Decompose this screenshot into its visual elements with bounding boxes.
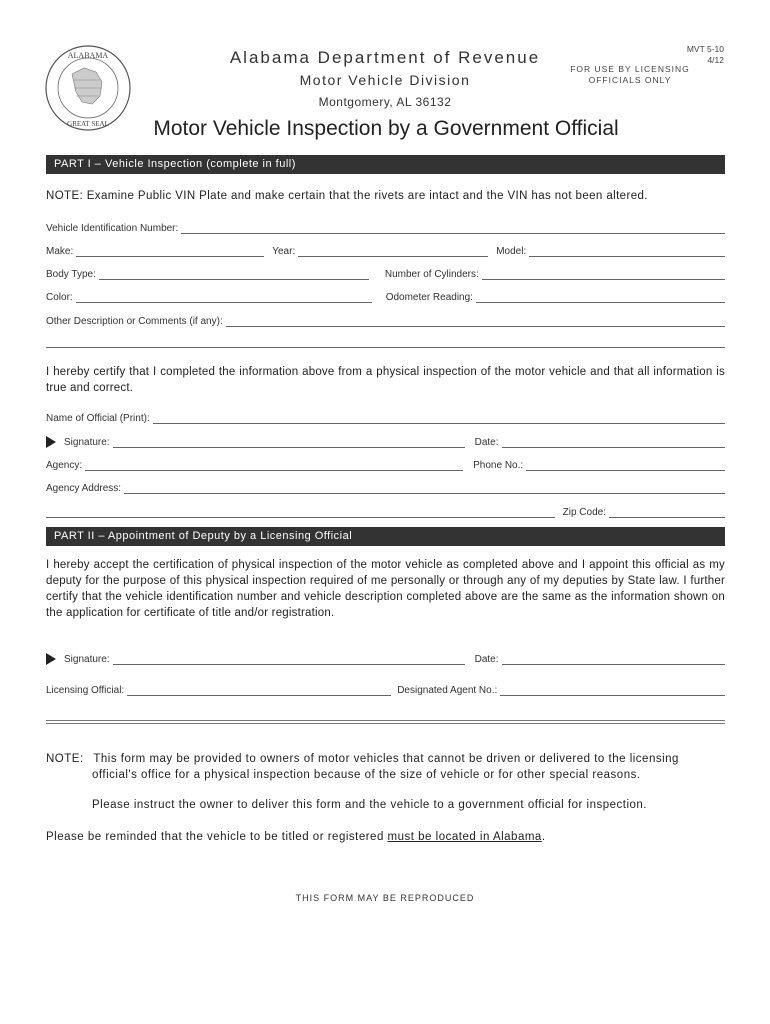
reminder-emphasis: must be located in Alabama bbox=[387, 831, 542, 843]
part1-note: NOTE: Examine Public VIN Plate and make certain that the rivets are intact and the VIN has not been altered. bbox=[46, 190, 648, 202]
color-odometer-row bbox=[46, 289, 725, 303]
form-revision-date: 4/12 bbox=[707, 55, 724, 65]
agency-address-row bbox=[46, 480, 725, 494]
color-label: Color: bbox=[46, 292, 73, 303]
make-label: Make: bbox=[46, 246, 74, 257]
zip-label: Zip Code: bbox=[562, 507, 606, 518]
other-description-field[interactable] bbox=[226, 316, 725, 327]
body-type-label: Body Type: bbox=[46, 269, 96, 280]
part2-date-field[interactable] bbox=[502, 654, 726, 665]
model-label: Model: bbox=[496, 246, 527, 257]
section-divider-2 bbox=[46, 723, 725, 724]
vin-row bbox=[46, 220, 725, 234]
body-type-field[interactable] bbox=[99, 269, 369, 280]
bottom-note-line1: This form may be provided to owners of motor vehicles that cannot be driven or delivered to the licensing bbox=[93, 753, 679, 765]
for-use-notice: FOR USE BY LICENSING OFFICIALS ONLY bbox=[570, 64, 690, 85]
reproduction-notice: THIS FORM MAY BE REPRODUCED bbox=[295, 893, 475, 903]
agency-address-label: Agency Address: bbox=[46, 483, 122, 494]
official-name-field[interactable] bbox=[153, 413, 725, 424]
form-number bbox=[640, 44, 724, 66]
svg-text:GREAT SEAL: GREAT SEAL bbox=[67, 120, 109, 128]
official-name-row bbox=[46, 410, 725, 424]
agency-label: Agency: bbox=[46, 460, 83, 471]
division-name: Motor Vehicle Division bbox=[299, 72, 471, 88]
bottom-note-line2: official's office for a physical inspection because of the size of vehicle or for other special reasons. bbox=[92, 769, 641, 781]
reminder-suffix: . bbox=[541, 831, 546, 843]
part2-signature-field[interactable] bbox=[113, 654, 465, 665]
official-name-label: Name of Official (Print): bbox=[46, 413, 150, 424]
designated-agent-field[interactable] bbox=[500, 685, 725, 696]
part2-signature-row bbox=[46, 651, 725, 665]
body-cylinders-row bbox=[46, 266, 725, 280]
other-description-row bbox=[46, 313, 725, 327]
signature-label: Signature: bbox=[64, 437, 110, 448]
part2-appointment-text: I hereby accept the certification of physical inspection of the motor vehicle as completed above and I appoint this official as my deputy for the purpose of this physical inspection required of me personally or through any of my deputies by State law. I further certify that the vehicle identification number and vehicle description completed above are the same as the information shown on the application for certificate of title and/or registration. bbox=[46, 559, 725, 619]
year-label: Year: bbox=[272, 246, 296, 257]
svg-text:ALABAMA: ALABAMA bbox=[67, 51, 109, 60]
part2-heading: PART II – Appointment of Deputy by a Licensing Official bbox=[46, 527, 725, 546]
make-field[interactable] bbox=[76, 246, 264, 257]
odometer-field[interactable] bbox=[476, 292, 725, 303]
agency-field[interactable] bbox=[85, 460, 463, 471]
zip-row bbox=[46, 504, 725, 518]
vin-field[interactable] bbox=[181, 223, 725, 234]
part1-heading: PART I – Vehicle Inspection (complete in full) bbox=[46, 155, 725, 174]
reminder-text: Please be reminded that the vehicle to be titled or registered bbox=[46, 831, 388, 843]
form-number-code: MVT 5-10 bbox=[686, 44, 724, 54]
designated-agent-label: Designated Agent No.: bbox=[397, 685, 498, 696]
page-title: Motor Vehicle Inspection by a Government Official bbox=[153, 117, 619, 140]
part1-signature-row bbox=[46, 434, 725, 448]
part2-date-label: Date: bbox=[474, 654, 499, 665]
other-description-label: Other Description or Comments (if any): bbox=[46, 316, 223, 327]
odometer-label: Odometer Reading: bbox=[385, 292, 473, 303]
sign-here-arrow-icon-2 bbox=[46, 653, 56, 665]
agency-address-field[interactable] bbox=[124, 483, 725, 494]
other-description-field-2[interactable] bbox=[46, 337, 725, 348]
color-field[interactable] bbox=[76, 292, 372, 303]
section-divider bbox=[46, 720, 725, 721]
location-reminder bbox=[46, 831, 546, 843]
part2-signature-label: Signature: bbox=[64, 654, 110, 665]
vin-label: Vehicle Identification Number: bbox=[46, 223, 179, 234]
bottom-note bbox=[46, 753, 679, 765]
year-field[interactable] bbox=[298, 246, 488, 257]
part1-date-field[interactable] bbox=[502, 437, 726, 448]
licensing-official-field[interactable] bbox=[127, 685, 391, 696]
licensing-official-row bbox=[46, 682, 725, 696]
part1-signature-field[interactable] bbox=[113, 437, 465, 448]
part1-certification: I hereby certify that I completed the information above from a physical inspection of the motor vehicle and that all information is true and correct. bbox=[46, 366, 725, 394]
make-year-model-row bbox=[46, 243, 725, 257]
zip-field[interactable] bbox=[609, 507, 725, 518]
date-label: Date: bbox=[474, 437, 499, 448]
cylinders-label: Number of Cylinders: bbox=[384, 269, 479, 280]
agency-address-field-2[interactable] bbox=[46, 507, 555, 518]
model-field[interactable] bbox=[529, 246, 725, 257]
department-address: Montgomery, AL 36132 bbox=[318, 95, 452, 109]
phone-label: Phone No.: bbox=[473, 460, 524, 471]
department-name: Alabama Department of Revenue bbox=[229, 48, 541, 67]
phone-field[interactable] bbox=[526, 460, 725, 471]
licensing-official-label: Licensing Official: bbox=[46, 685, 125, 696]
other-description-row-2 bbox=[46, 334, 725, 348]
deliver-instruction: Please instruct the owner to deliver this form and the vehicle to a government official for inspection. bbox=[92, 799, 647, 811]
agency-phone-row bbox=[46, 457, 725, 471]
cylinders-field[interactable] bbox=[482, 269, 725, 280]
sign-here-arrow-icon bbox=[46, 436, 56, 448]
bottom-note-label: NOTE: bbox=[46, 753, 84, 765]
